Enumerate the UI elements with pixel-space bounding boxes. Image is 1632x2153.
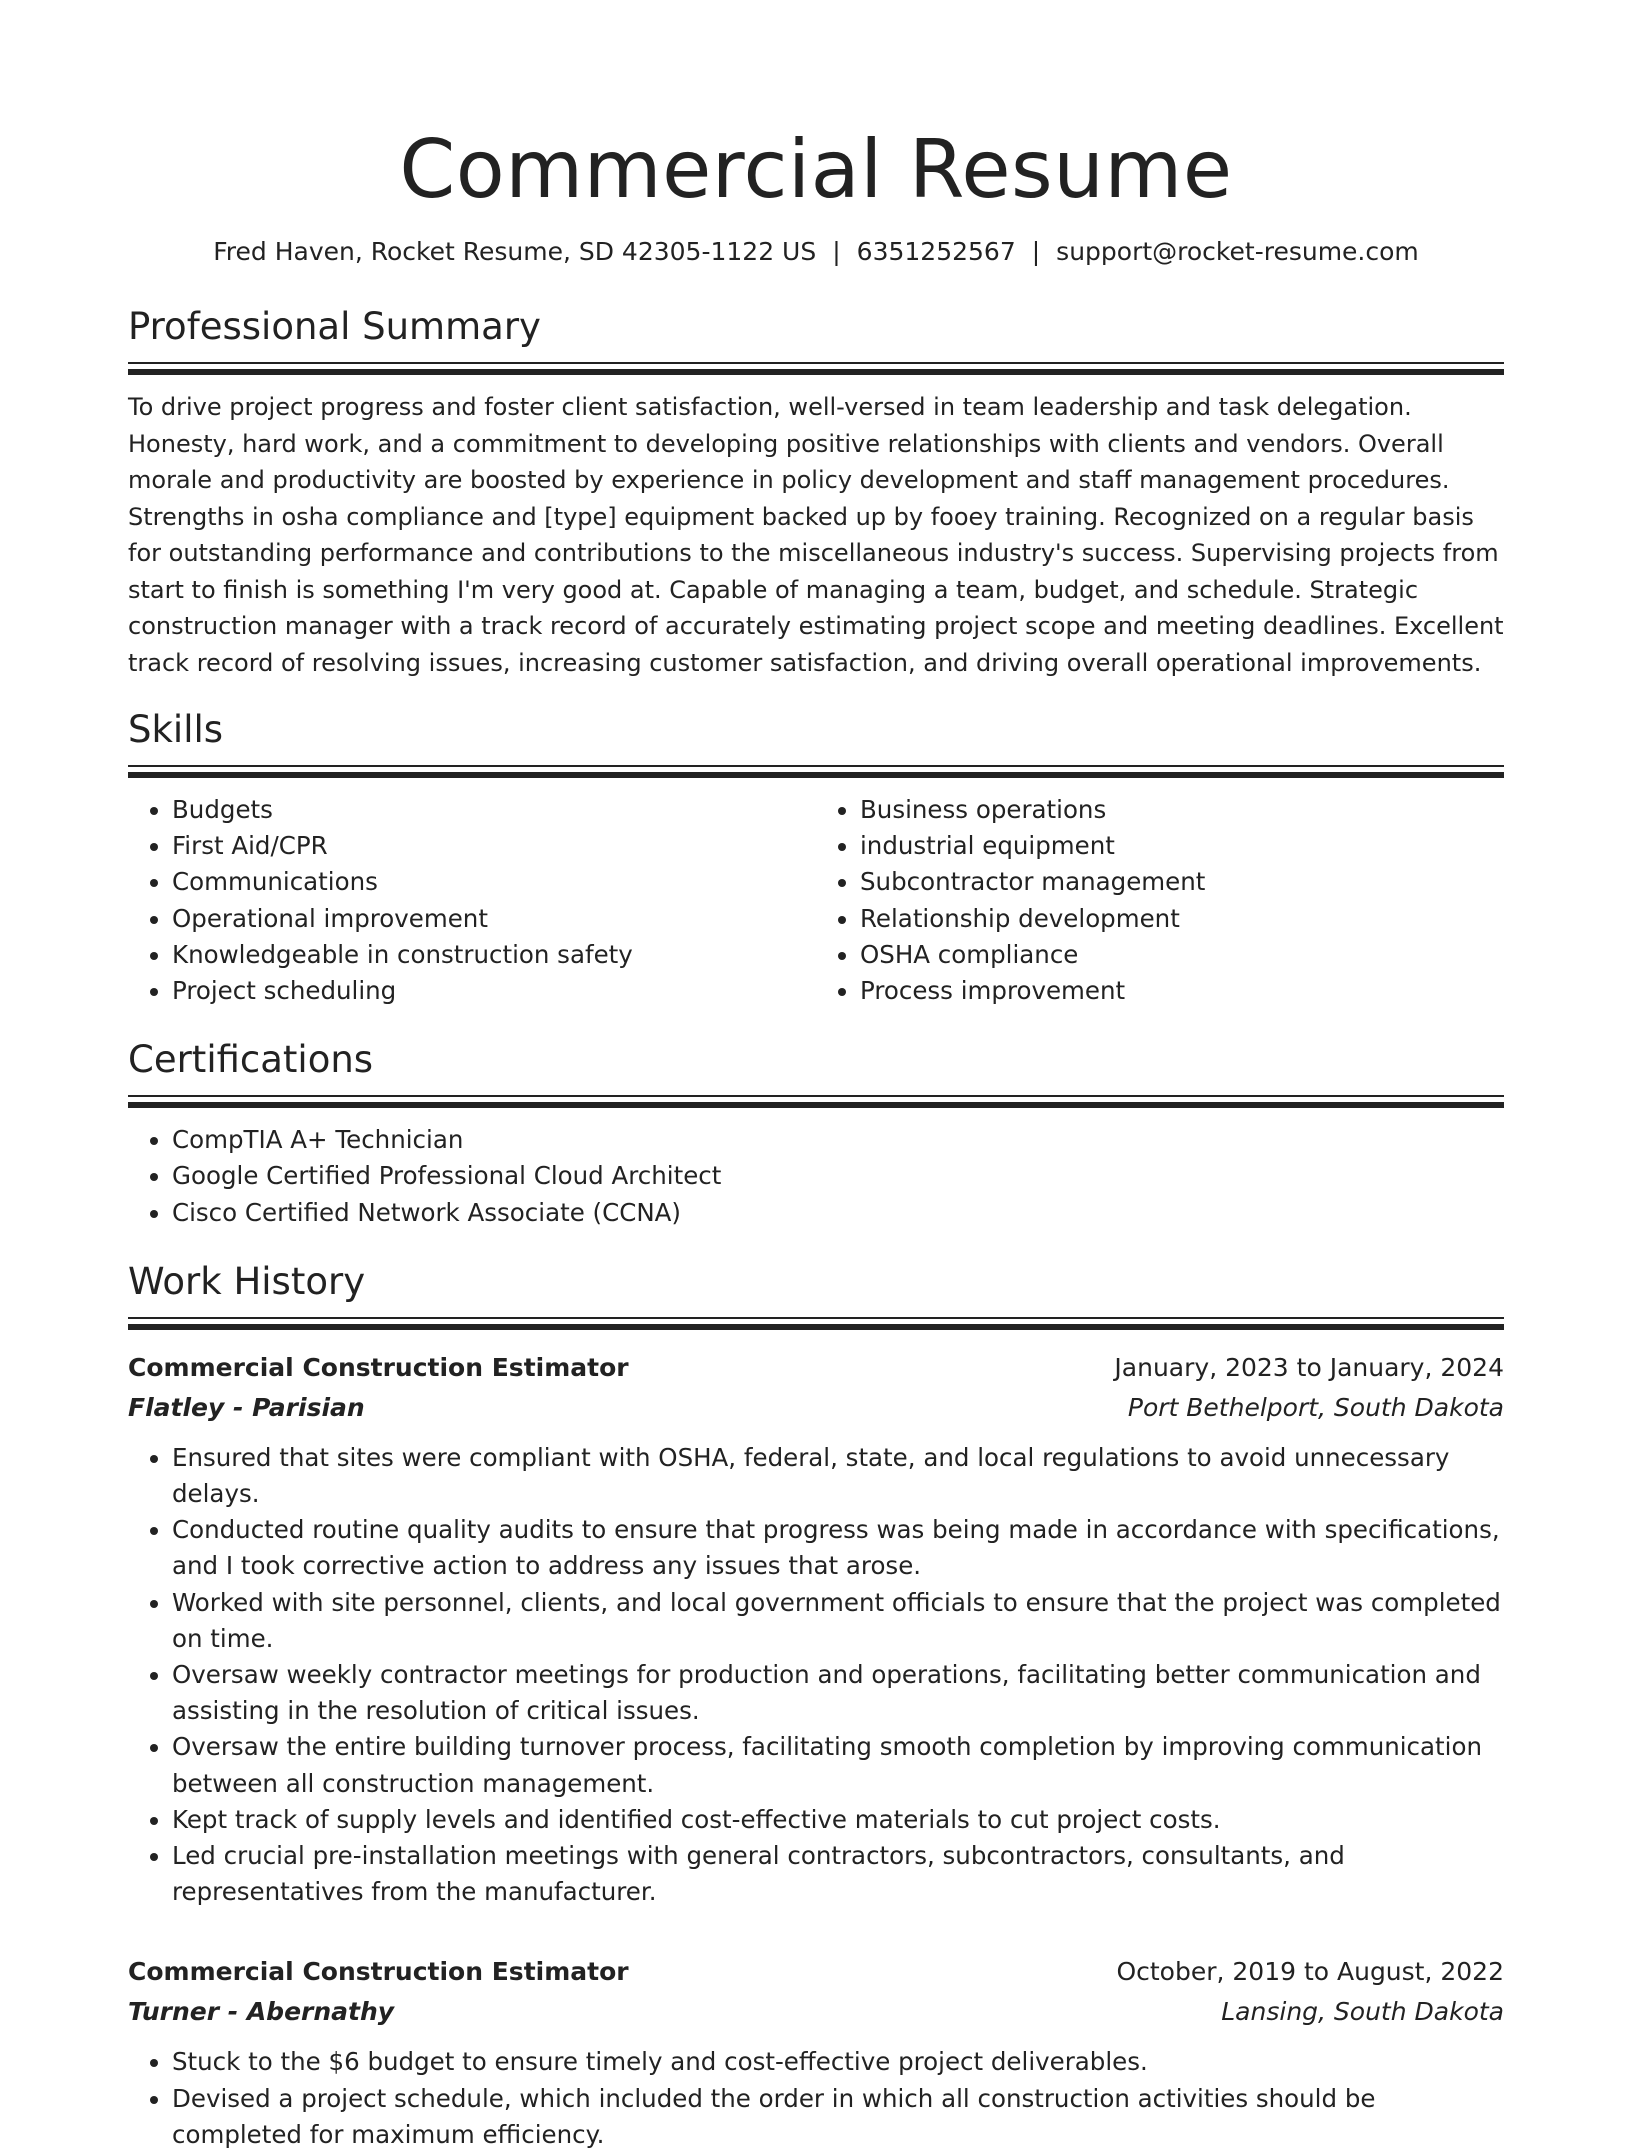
job-duty: • Led crucial pre-installation meetings with general contractors, subcontractors, consultants, and representatives from the manufacturer. [172,1838,1504,1910]
contact-address: Fred Haven, Rocket Resume, SD 42305-1122 US [213,237,817,266]
work-history-section [128,1259,1504,2153]
skills-list-right [816,792,1504,1009]
skills-section [128,707,1504,1009]
certifications-list [128,1122,1504,1231]
skill-item: • OSHA compliance [860,937,1504,973]
job-company-row [128,1992,1504,2032]
section-rule-thin [128,1095,1504,1097]
section-rule-thick [128,1102,1504,1108]
job-dates: October, 2019 to August, 2022 [1116,1957,1504,1987]
certifications-section [128,1037,1504,1231]
section-rule-thin [128,1317,1504,1319]
job-title-row [128,1348,1504,1388]
resume-title: Commercial Resume [399,123,1233,216]
job-title: Commercial Construction Estimator [128,1352,629,1382]
skill-item: • Project scheduling [172,973,816,1009]
job-duty: • Oversaw weekly contractor meetings for production and operations, facilitating better communication and assisting in the resolution of critical issues. [172,1657,1504,1729]
job-duty: • Worked with site personnel, clients, and local government officials to ensure that the project was completed on time. [172,1585,1504,1657]
summary-text: To drive project progress and foster client satisfaction, well-versed in team leadership and task delegation. Honesty, hard work, and a commitment to developing positive relationships with clients and vendors. Overall morale and productivity are boosted by experience in policy development and staff management procedures. Strengths in osha compliance and [type] equipment backed up by fooey training. Recognized on a regular basis for outstanding performance and contributions to the miscellaneous industry's success. Supervising projects from start to finish is something I'm very good at. Capable of managing a team, budget, and schedule. Strategic construction manager with a track record of accurately estimating project scope and meeting deadlines. Excellent track record of resolving issues, increasing customer satisfaction, and driving overall operational improvements. [128,393,1504,677]
skill-item: • First Aid/CPR [172,828,816,864]
skill-item: • Knowledgeable in construction safety [172,937,816,973]
section-heading-summary: Professional Summary [128,305,541,348]
job-title-row [128,1952,1504,1992]
section-rule-thick [128,369,1504,375]
section-rule-thin [128,765,1504,767]
job-location: Lansing, South Dakota [1221,1997,1504,2027]
skill-item: • Process improvement [860,973,1504,1009]
job-company: Flatley - Parisian [128,1392,365,1422]
job-duties-list [128,1440,1504,1911]
contact-line [128,234,1504,270]
job-company: Turner - Abernathy [128,1997,395,2027]
skill-item: • Communications [172,864,816,900]
job-entry [128,1952,1504,2153]
job-dates: January, 2023 to January, 2024 [1114,1352,1504,1382]
certification-item: • CompTIA A+ Technician [172,1122,1504,1158]
skill-item: • Subcontractor management [860,864,1504,900]
job-entry [128,1348,1504,1911]
contact-separator: | [1031,237,1041,266]
job-company-row [128,1388,1504,1428]
skill-item: • industrial equipment [860,828,1504,864]
skill-item: • Business operations [860,792,1504,828]
job-duty: • Conducted routine quality audits to ensure that progress was being made in accordance with specifications, and I took corrective action to address any issues that arose. [172,1512,1504,1584]
section-heading-certifications: Certifications [128,1038,374,1082]
job-duty: • Kept track of supply levels and identified cost-effective materials to cut project costs. [172,1802,1504,1838]
skills-columns [128,778,1504,1009]
certification-item: • Cisco Certified Network Associate (CCNA) [172,1195,1504,1231]
skills-list-left [128,792,816,1009]
contact-phone: 6351252567 [856,237,1016,266]
section-heading-work-history: Work History [128,1259,366,1303]
job-duty: • Stuck to the $6 budget to ensure timely and cost-effective project deliverables. [172,2044,1504,2080]
summary-section [128,304,1504,681]
job-duty: • Ensured that sites were compliant with OSHA, federal, state, and local regulations to avoid unnecessary delays. [172,1440,1504,1512]
contact-separator: | [832,237,841,266]
job-duties-list [128,2044,1504,2153]
skill-item: • Operational improvement [172,901,816,937]
job-duty: • Devised a project schedule, which included the order in which all construction activities should be completed for maximum efficiency. [172,2081,1504,2153]
job-title: Commercial Construction Estimator [128,1957,629,1987]
section-rule-thin [128,362,1504,364]
section-heading-skills: Skills [128,708,224,751]
skill-item: • Budgets [172,792,816,828]
contact-email: support@rocket-resume.com [1056,237,1419,266]
job-duty: • Oversaw the entire building turnover process, facilitating smooth completion by improving communication between all construction management. [172,1729,1504,1801]
skill-item: • Relationship development [860,901,1504,937]
job-location: Port Bethelport, South Dakota [1127,1392,1504,1422]
section-rule-thick [128,1324,1504,1330]
certification-item: • Google Certified Professional Cloud Architect [172,1158,1504,1194]
